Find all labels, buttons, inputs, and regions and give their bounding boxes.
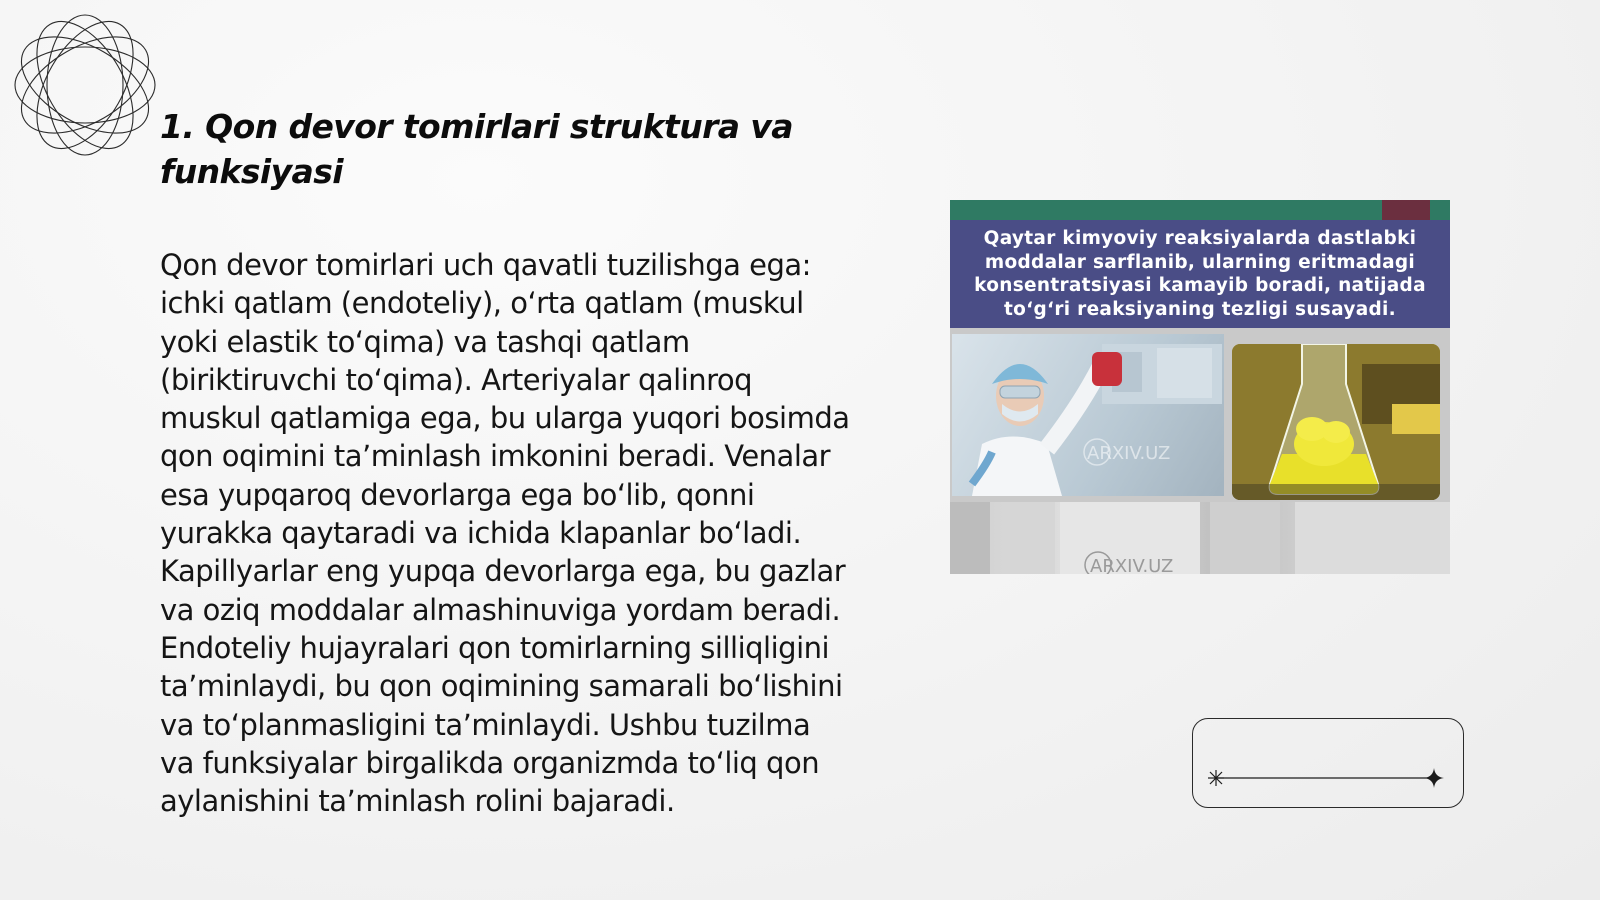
image-caption-text: Qaytar kimyoviy reaksiyalarda dastlabki moddalar sarflanib, ularning eritmadagi konsentratsiyasi kamayib boradi, natijada to‘g‘ri reaksiyaning tezligi susayadi.: [974, 228, 1426, 320]
body-paragraph: Qon devor tomirlari uch qavatli tuzilishga ega: ichki qatlam (endoteliy), o‘rta qatlam (muskul yoki elastik to‘qima) va tashqi qatlam (biriktiruvchi to‘qima). Arteriyalar qalinroq muskul qatlamiga ega, bu ularga yuqori bosimda qon oqimini ta’minlash imkonini beradi. Venalar esa yupqaroq devorlarga ega bo‘lib, qonni yurakka qaytaradi va ichida klapanlar bo‘ladi. Kapillyarlar eng yupqa devorlarga ega, bu gazlar va oziq moddalar almashinuviga yordam beradi. Endoteliy hujayralari qon tomirlarning silliqligini ta’minlaydi, bu qon oqimining samarali bo‘lishini va to‘planmasligini ta’minlaydi. Ushbu tuzilma va funksiyalar birgalikda organizmda to‘liq qon aylanishini ta’minlash rolini bajaradi.: [160, 248, 850, 819]
illustration-image: [950, 200, 1450, 574]
image-top-bar-accent: [1382, 200, 1430, 220]
watermark-text: ARXIV.UZ: [1087, 443, 1171, 464]
image-photos: [950, 328, 1450, 574]
scientist-photo: [952, 334, 1224, 496]
image-top-bar: [950, 200, 1450, 220]
lab-glassware-photo-strip: [950, 502, 1450, 574]
four-point-star-icon: [1424, 768, 1444, 788]
decorative-star-line: [1192, 768, 1464, 788]
decorative-callout-frame: [1192, 718, 1464, 808]
watermark-text-lower: ARXIV.UZ: [1090, 556, 1174, 574]
image-caption-banner: [950, 220, 1450, 328]
slide-title: 1. Qon devor tomirlari struktura va funksiyasi: [160, 107, 793, 191]
orbital-rings-icon: [10, 10, 160, 160]
sparkle-star-icon: [1208, 770, 1224, 786]
flask-photo: [1232, 344, 1440, 500]
